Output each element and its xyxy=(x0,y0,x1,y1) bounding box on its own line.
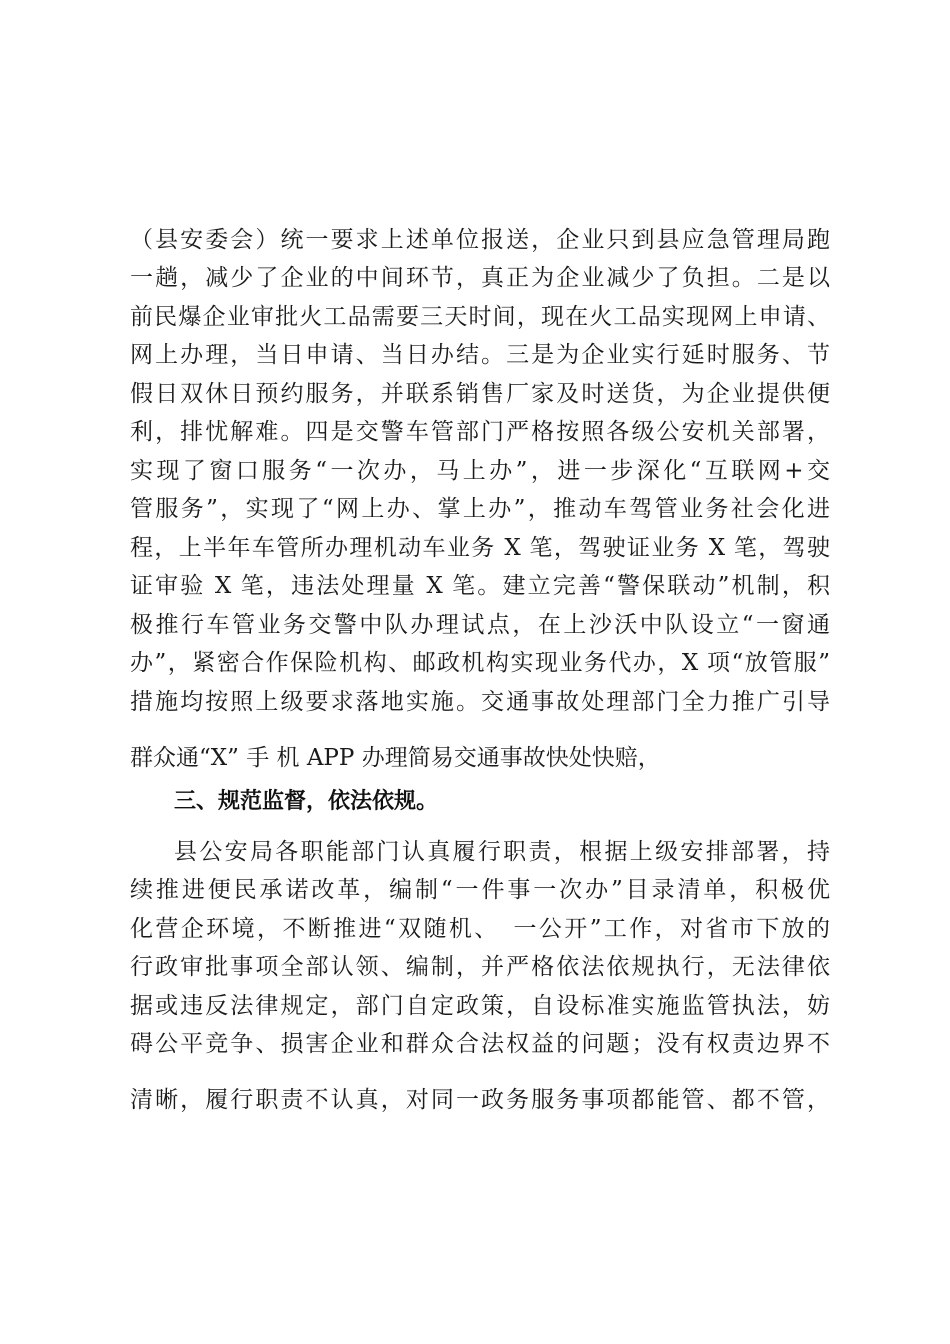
paragraph-line: 极推行车管业务交警中队办理试点，在上沙沃中队设立“一窗通 xyxy=(130,612,830,638)
paragraph-line: 群众通“X” 手 机 APP 办理简易交通事故快处快赔， xyxy=(130,745,661,771)
paragraph-line: 利，排忧解难。四是交警车管部门严格按照各级公安机关部署， xyxy=(130,419,830,445)
paragraph-line: 证审验 X 笔，违法处理量 X 笔。建立完善“警保联动”机制，积 xyxy=(130,573,830,599)
section-heading: 三、规范监督，依法依规。 xyxy=(174,789,439,814)
paragraph-line: 一趟，减少了企业的中间环节，真正为企业减少了负担。二是以 xyxy=(130,265,830,291)
paragraph-line: 行政审批事项全部认领、编制，并严格依法依规执行，无法律依 xyxy=(130,954,830,980)
paragraph-line: 化营企环境，不断推进“双随机、 一公开”工作，对省市下放的 xyxy=(130,916,830,942)
paragraph-line: 网上办理，当日申请、当日办结。三是为企业实行延时服务、节 xyxy=(130,342,830,368)
paragraph-line: 办”，紧密合作保险机构、邮政机构实现业务代办，X 项“放管服” xyxy=(130,650,830,676)
paragraph-line: 续推进便民承诺改革，编制“一件事一次办”目录清单，积极优 xyxy=(130,877,830,903)
paragraph-line: 措施均按照上级要求落地实施。交通事故处理部门全力推广引导 xyxy=(130,689,830,715)
paragraph-line: 实现了窗口服务“一次办，马上办”，进一步深化“互联网+交 xyxy=(130,458,830,484)
paragraph-line: 县公安局各职能部门认真履行职责，根据上级安排部署，持 xyxy=(174,839,830,865)
paragraph-line: 清晰，履行职责不认真，对同一政务服务事项都能管、都不管， xyxy=(130,1087,830,1113)
paragraph-line: 管服务”，实现了“网上办、掌上办”，推动车驾管业务社会化进 xyxy=(130,496,830,522)
paragraph-line: 假日双休日预约服务，并联系销售厂家及时送货，为企业提供便 xyxy=(130,381,830,407)
paragraph-line: 前民爆企业审批火工品需要三天时间，现在火工品实现网上申请、 xyxy=(130,304,830,330)
paragraph-line: 程，上半年车管所办理机动车业务 X 笔，驾驶证业务 X 笔，驾驶 xyxy=(130,535,830,561)
paragraph-line: 据或违反法律规定，部门自定政策，自设标准实施监管执法，妨 xyxy=(130,993,830,1019)
paragraph-line: 碍公平竞争、损害企业和群众合法权益的问题；没有权责边界不 xyxy=(130,1031,830,1057)
paragraph-line: （县安委会）统一要求上述单位报送，企业只到县应急管理局跑 xyxy=(130,227,830,253)
